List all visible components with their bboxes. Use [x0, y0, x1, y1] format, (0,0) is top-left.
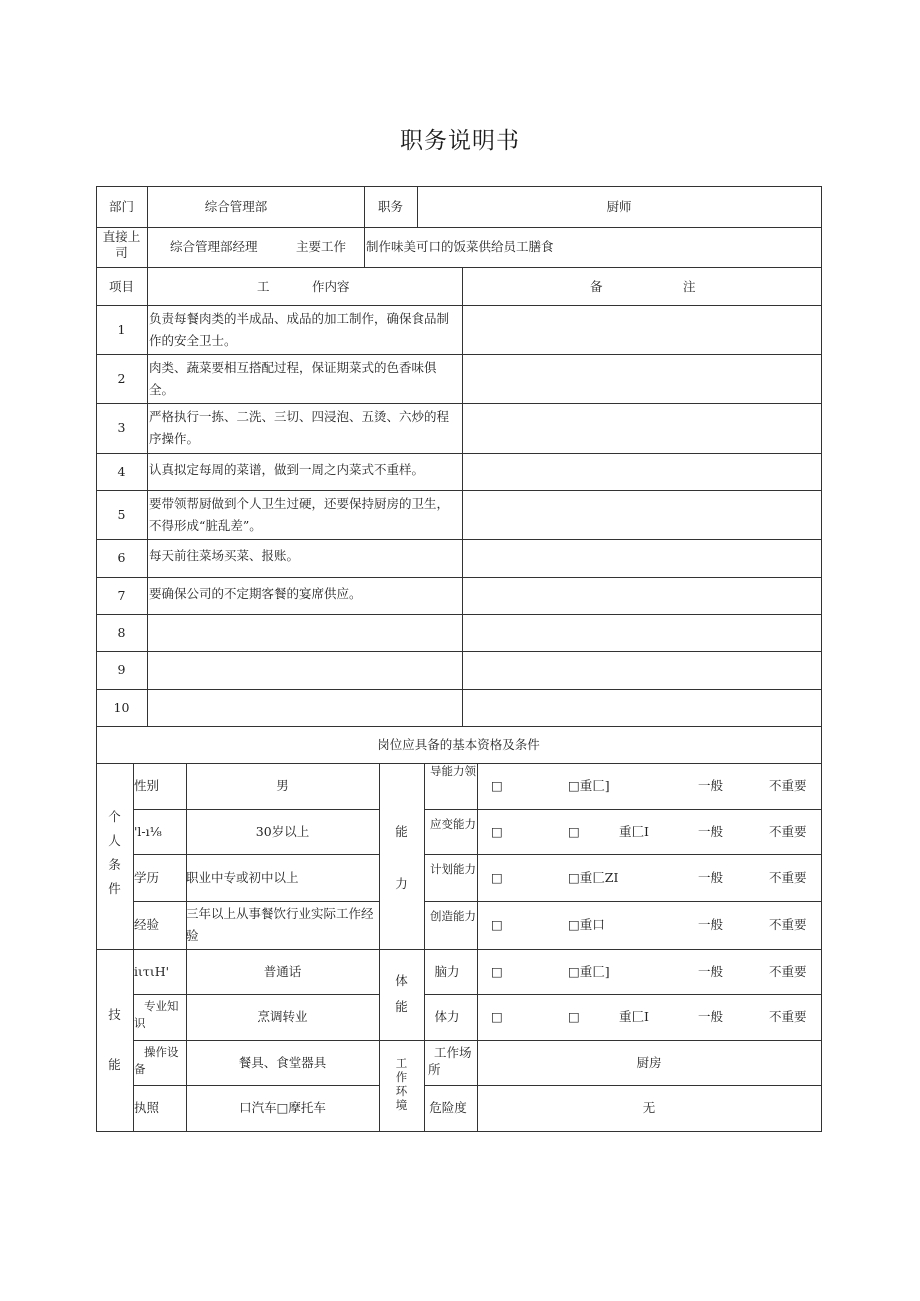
personal-label: 'l-ı⅛ — [134, 823, 162, 839]
ability-option-normal: 一般 — [698, 917, 724, 932]
ability-group-char: 能 — [395, 824, 408, 839]
duty-remark-cell — [462, 403, 822, 454]
skills-group-char: 技 — [108, 1007, 121, 1022]
skill-label: 专业知识 — [134, 999, 179, 1030]
personal-group-char: 人 — [108, 833, 121, 848]
skill-label: 执照 — [134, 1100, 160, 1115]
personal-value: 30岁以上 — [255, 823, 310, 839]
physical-option-important: □重匚] — [568, 963, 610, 979]
duty-number: 5 — [117, 506, 126, 522]
main-work-label: 主要工作 — [296, 239, 347, 254]
ability-label: 创造能力 — [430, 909, 476, 923]
skill-label: 操作设备 — [134, 1045, 179, 1076]
duty-number: 1 — [117, 321, 126, 337]
duty-remark-cell — [462, 305, 822, 355]
ability-option-unimportant: 不重要 — [769, 823, 807, 839]
environment-label: 危险度 — [429, 1100, 467, 1115]
duty-content: 每天前往菜场买菜、报账。 — [149, 548, 300, 563]
ability-label: 计划能力 — [430, 862, 476, 876]
duty-content: 要带领帮厨做到个人卫生过硬，还要保持厨房的卫生，不得形成“脏乱差”。 — [149, 496, 450, 533]
ability-option-unimportant: 不重要 — [769, 869, 807, 885]
ability-option-important: □ — [568, 823, 580, 839]
personal-label: 性别 — [134, 778, 160, 793]
remark-header-part1: 备 — [590, 279, 603, 294]
physical-option-important-b: 重匚I — [619, 1009, 649, 1024]
skill-value: 餐具、食堂器具 — [238, 1054, 327, 1070]
duty-number: 2 — [117, 370, 126, 386]
physical-option-normal: 一般 — [698, 963, 724, 979]
personal-group-char: 件 — [108, 881, 121, 896]
ability-option-box: □ — [491, 823, 503, 839]
duty-number: 7 — [117, 587, 126, 603]
duty-number: 6 — [117, 550, 126, 565]
personal-label: 经验 — [134, 917, 160, 932]
duty-content: 严格执行一拣、二洗、三切、四浸泡、五烫、六炒的程序操作。 — [149, 409, 450, 446]
duty-remark-cell — [462, 651, 822, 690]
environment-group-char: 境 — [395, 1098, 408, 1112]
superior-label-line1: 直接上 — [102, 229, 141, 244]
ability-option-box: □ — [491, 778, 503, 793]
skill-value: 普通话 — [263, 963, 302, 979]
content-header-part1: 工 — [257, 279, 270, 294]
duty-number: 10 — [113, 699, 130, 715]
personal-value: 职业中专或初中以上 — [186, 869, 299, 885]
duty-remark-cell — [462, 539, 822, 578]
ability-option-normal: 一般 — [698, 778, 724, 793]
environment-group-char: 工 — [395, 1056, 408, 1070]
ability-option-important: □重口 — [568, 917, 605, 932]
duty-content-cell — [147, 651, 463, 690]
duty-content: 要确保公司的不定期客餐的宴席供应。 — [149, 586, 362, 601]
skill-value: 口汽车□摩托车 — [239, 1100, 326, 1115]
personal-group-char: 条 — [108, 857, 121, 872]
ability-option-unimportant: 不重要 — [769, 917, 807, 932]
physical-group-cell — [379, 949, 425, 1041]
duty-content: 肉类、蔬菜要相互搭配过程，保证期菜式的色香味俱全。 — [149, 360, 437, 397]
position-value: 厨师 — [606, 199, 632, 214]
duty-remark-cell — [462, 614, 822, 652]
duty-remark-cell — [462, 490, 822, 540]
skills-group-char: 能 — [108, 1057, 121, 1072]
superior-label-line2: 司 — [115, 245, 128, 260]
environment-value: 厨房 — [636, 1054, 662, 1070]
physical-option-unimportant: 不重要 — [769, 963, 807, 979]
main-work-value: 制作味美可口的饭菜供给员工膳食 — [366, 239, 554, 254]
physical-option-normal: 一般 — [698, 1009, 724, 1024]
personal-value: 三年以上从事餐饮行业实际工作经验 — [186, 906, 374, 943]
remark-header-part2: 注 — [683, 279, 696, 294]
physical-label: 脑力 — [434, 963, 460, 979]
remark-header-cell — [462, 267, 822, 306]
duty-content: 负责每餐肉类的半成品、成品的加工制作，确保食品制作的安全卫士。 — [149, 311, 450, 348]
environment-label: 工作场所 — [428, 1045, 472, 1077]
skills-group-cell — [96, 949, 134, 1132]
position-label: 职务 — [377, 199, 403, 214]
duty-remark-cell — [462, 453, 822, 491]
duty-remark-cell — [462, 354, 822, 404]
duty-number: 3 — [117, 420, 126, 435]
ability-group-char: 力 — [395, 876, 408, 891]
ability-option-normal: 一般 — [698, 823, 724, 839]
ability-option-normal: 一般 — [698, 869, 724, 885]
ability-option-important: □重匚ZI — [568, 869, 619, 885]
qualifications-title: 岗位应具备的基本资格及条件 — [377, 737, 540, 752]
skill-label: iιτιH' — [134, 963, 170, 979]
dept-label: 部门 — [108, 199, 134, 214]
ability-group-cell — [379, 763, 425, 950]
dept-value: 综合管理部 — [204, 199, 268, 214]
duty-number: 4 — [117, 463, 126, 479]
ability-option-unimportant: 不重要 — [769, 778, 807, 793]
content-header-cell — [147, 267, 463, 306]
superior-value: 综合管理部经理 — [170, 239, 258, 254]
ability-option-box: □ — [491, 869, 503, 885]
ability-label: 应变能力 — [430, 817, 476, 831]
physical-option-unimportant: 不重要 — [769, 1009, 807, 1024]
environment-group-char: 环 — [395, 1084, 408, 1098]
duty-number: 9 — [117, 662, 126, 677]
duty-remark-cell — [462, 689, 822, 727]
duty-content-cell — [147, 689, 463, 727]
physical-label: 体力 — [434, 1009, 460, 1024]
physical-option-important: □ — [568, 1009, 580, 1024]
personal-value: 男 — [276, 778, 289, 793]
ability-option-important-b: 重匚I — [619, 823, 649, 839]
physical-option-box: □ — [491, 963, 503, 979]
duty-number: 8 — [117, 624, 126, 640]
duty-content-cell — [147, 614, 463, 652]
personal-group-char: 个 — [108, 809, 121, 824]
environment-value: 无 — [642, 1100, 656, 1115]
physical-group-char: 能 — [395, 999, 408, 1014]
ability-label: 导能力领 — [430, 764, 476, 778]
duty-content: 认真拟定每周的菜谱，做到一周之内菜式不重样。 — [149, 462, 425, 477]
ability-option-box: □ — [491, 917, 503, 932]
physical-option-box: □ — [491, 1009, 503, 1024]
duty-remark-cell — [462, 577, 822, 615]
content-header-part2: 作内容 — [312, 279, 350, 294]
ability-option-important: □重匚] — [568, 778, 610, 793]
skill-value: 烹调转业 — [257, 1009, 308, 1024]
page-title: 职务说明书 — [400, 128, 520, 154]
physical-group-char: 体 — [395, 973, 408, 988]
personal-label: 学历 — [134, 869, 160, 885]
item-header: 项目 — [108, 279, 134, 294]
environment-group-char: 作 — [395, 1070, 408, 1084]
